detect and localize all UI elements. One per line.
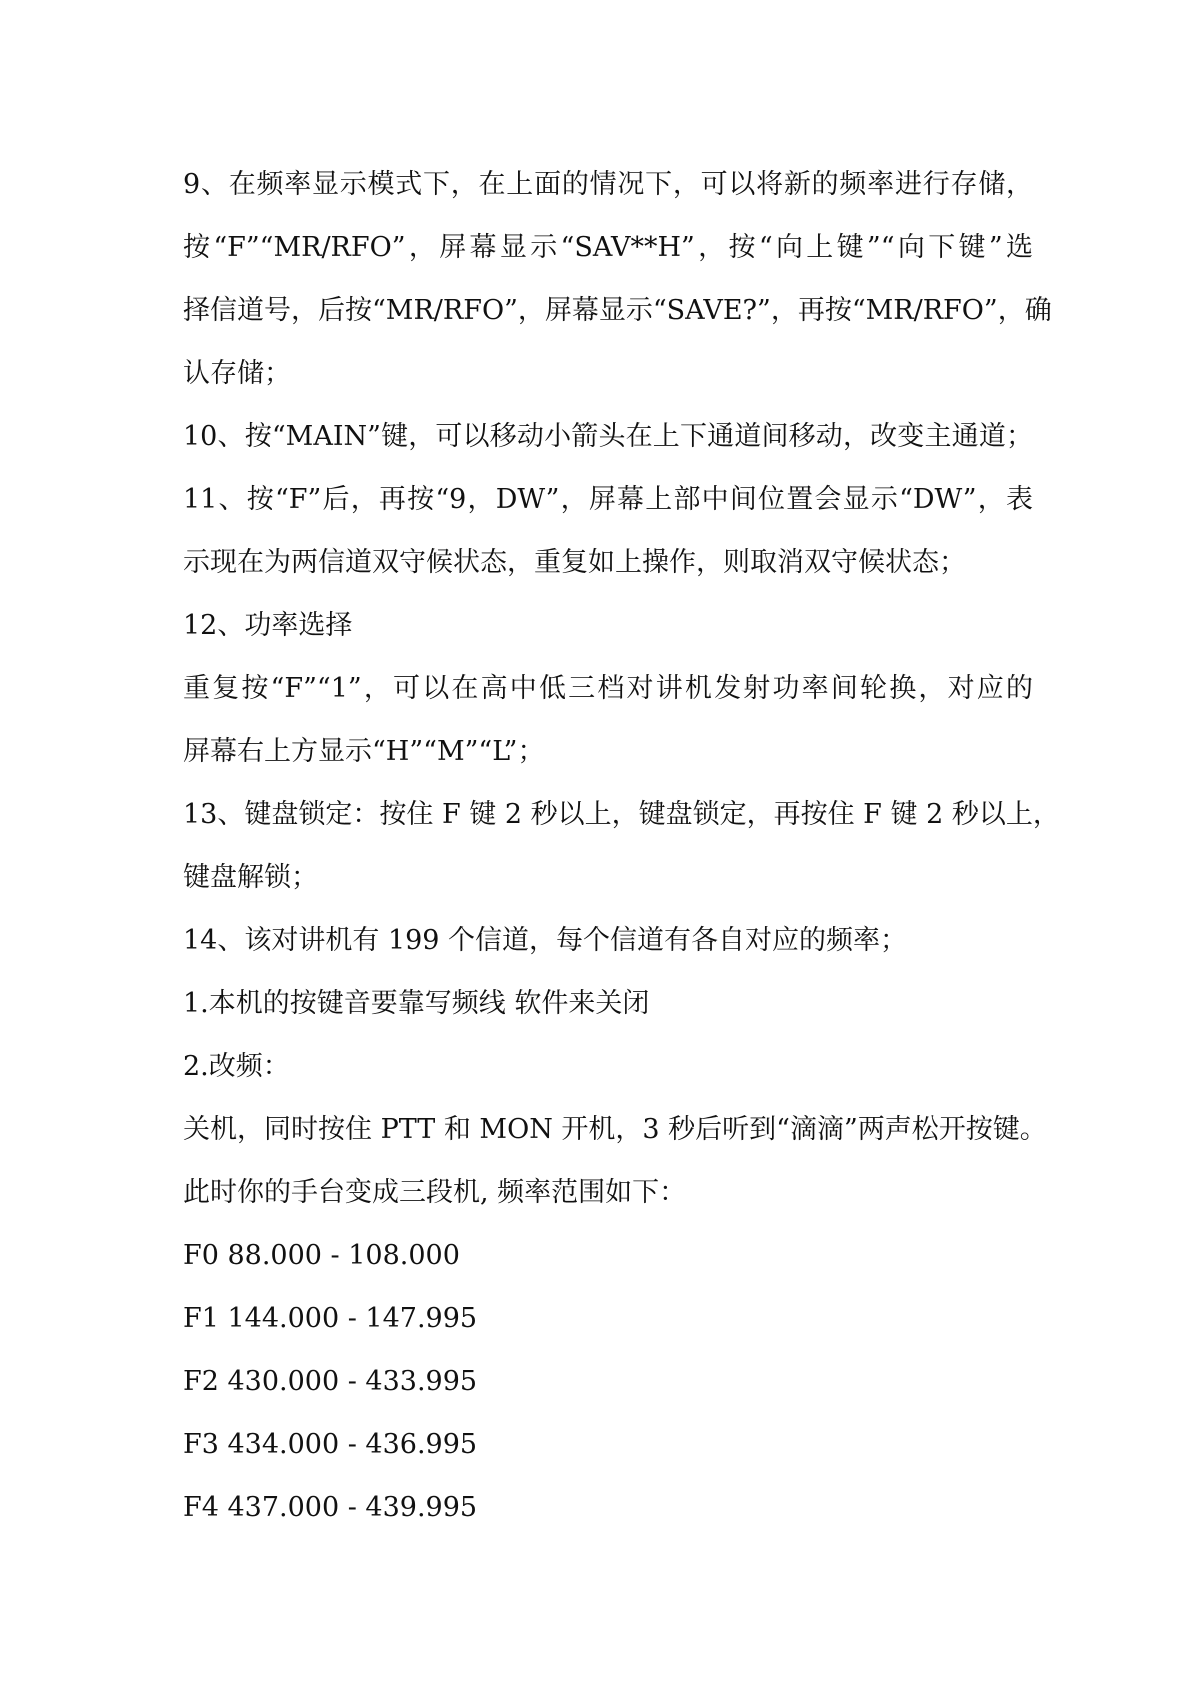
paragraph-line: 键盘解锁； (183, 862, 318, 893)
frequency-range-line: F0 88.000 - 108.000 (183, 1240, 460, 1271)
section-heading: 2.改频： (183, 1051, 290, 1082)
paragraph-line: 认存储； (183, 358, 291, 389)
paragraph-line: 屏幕右上方显示“H”“M”“L”； (183, 736, 545, 767)
paragraph-line: 重复按“F”“1”，可以在高中低三档对讲机发射功率间轮换，对应的 (183, 673, 1033, 704)
frequency-range-line: F4 437.000 - 439.995 (183, 1492, 478, 1523)
paragraph-line: 按“F”“MR/RFO”，屏幕显示“SAV**H”，按“向上键”“向下键”选 (183, 232, 1033, 263)
paragraph-line: 9、在频率显示模式下，在上面的情况下，可以将新的频率进行存储， (183, 169, 1033, 200)
frequency-range-line: F1 144.000 - 147.995 (183, 1303, 478, 1334)
paragraph-line: 择信道号，后按“MR/RFO”，屏幕显示“SAVE?”，再按“MR/RFO”，确 (183, 295, 1052, 326)
frequency-range-line: F2 430.000 - 433.995 (183, 1366, 478, 1397)
paragraph-line: 关机，同时按住 PTT 和 MON 开机，3 秒后听到“滴滴”两声松开按键。 (183, 1114, 1047, 1145)
paragraph-line: 1.本机的按键音要靠写频线 软件来关闭 (183, 988, 650, 1019)
document-body (183, 153, 1060, 1539)
paragraph-line: 10、按“MAIN”键，可以移动小箭头在上下通道间移动，改变主通道； (183, 421, 1033, 452)
paragraph-line: 13、键盘锁定：按住 F 键 2 秒以上，键盘锁定，再按住 F 键 2 秒以上， (183, 799, 1060, 830)
paragraph-line: 此时你的手台变成三段机, 频率范围如下： (183, 1177, 687, 1208)
paragraph-line: 14、该对讲机有 199 个信道，每个信道有各自对应的频率； (183, 925, 908, 956)
paragraph-line: 示现在为两信道双守候状态，重复如上操作，则取消双守候状态； (183, 547, 966, 578)
frequency-range-line: F3 434.000 - 436.995 (183, 1429, 478, 1460)
paragraph-line: 11、按“F”后，再按“9，DW”，屏幕上部中间位置会显示“DW”，表 (183, 484, 1033, 515)
section-heading: 12、功率选择 (183, 610, 353, 641)
